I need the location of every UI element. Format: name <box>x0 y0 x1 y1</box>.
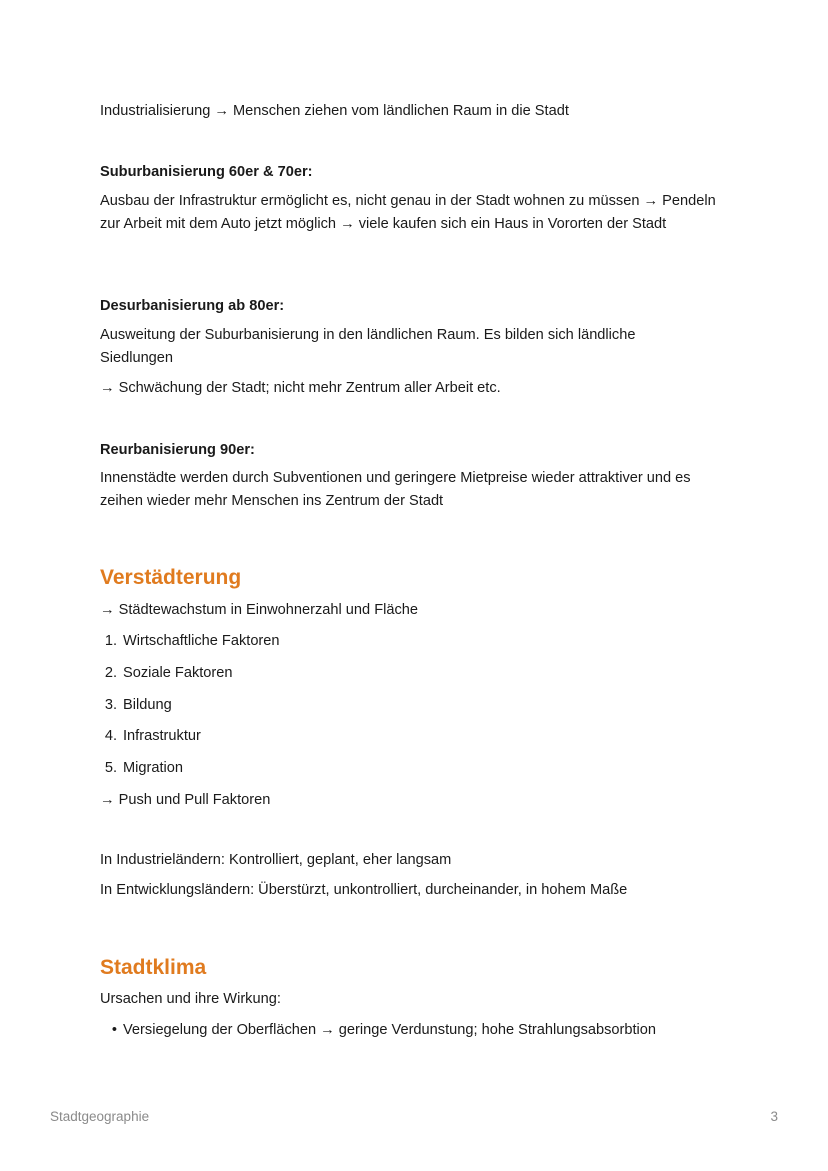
factor-label: Migration <box>123 760 184 776</box>
factor-label: Soziale Faktoren <box>123 665 233 681</box>
factor-number: 2. <box>104 665 117 681</box>
factor-item <box>90 757 183 779</box>
desurbanisierung-consequence: → Schwächung der Stadt; nicht mehr Zentrum aller Arbeit etc. <box>100 380 501 396</box>
developing-countries-text: In Entwicklungsländern: Überstürzt, unkontrolliert, durcheinander, in hohem Maße <box>100 882 628 898</box>
list-item <box>90 1019 656 1041</box>
desurbanisierung-title: Desurbanisierung ab 80er: <box>100 298 285 314</box>
factor-label: Bildung <box>123 697 172 713</box>
bullet-icon: • <box>111 1022 117 1038</box>
reurbanisierung-text: Innenstädte werden durch Subventionen und geringere Mietpreise wieder attraktiver und es zeihen wieder mehr Menschen ins Zentrum der Stadt <box>100 470 691 509</box>
suburbanisierung-text: Ausbau der Infrastruktur ermöglicht es, nicht genau in der Stadt wohnen zu müssen → Pendeln zur Arbeit mit dem Auto jetzt möglich → viele kaufen sich ein Haus in Vororten der Stadt <box>100 193 716 232</box>
factor-number: 3. <box>104 697 117 713</box>
factor-label: Wirtschaftliche Faktoren <box>123 633 280 649</box>
push-pull-text: → Push und Pull Faktoren <box>100 792 271 808</box>
list-item-text: Versiegelung der Oberflächen → geringe Verdunstung; hohe Strahlungsabsorbtion <box>123 1022 657 1038</box>
intro-text: Industrialisierung → Menschen ziehen vom ländlichen Raum in die Stadt <box>100 103 569 119</box>
footer-title: Stadtgeographie <box>50 1109 150 1124</box>
factor-label: Infrastruktur <box>123 728 201 744</box>
factor-item <box>90 630 280 652</box>
factor-item <box>90 694 172 716</box>
industrial-countries-text: In Industrieländern: Kontrolliert, geplant, eher langsam <box>100 852 452 868</box>
stadtklima-heading: Stadtklima <box>100 956 207 979</box>
suburbanisierung-title: Suburbanisierung 60er & 70er: <box>100 164 313 180</box>
factor-number: 1. <box>104 633 117 649</box>
verstaedterung-heading: Verstädterung <box>100 566 242 589</box>
factor-item <box>90 662 233 684</box>
verstaedterung-intro: → Städtewachstum in Einwohnerzahl und Fläche <box>100 602 418 618</box>
factor-item <box>90 725 201 747</box>
factor-number: 5. <box>104 760 117 776</box>
stadtklima-intro: Ursachen und ihre Wirkung: <box>100 991 281 1007</box>
factor-number: 4. <box>104 728 117 744</box>
page-number: 3 <box>770 1109 778 1124</box>
desurbanisierung-text: Ausweitung der Suburbanisierung in den ländlichen Raum. Es bilden sich ländliche Siedlungen <box>100 327 636 366</box>
reurbanisierung-title: Reurbanisierung 90er: <box>100 442 255 458</box>
